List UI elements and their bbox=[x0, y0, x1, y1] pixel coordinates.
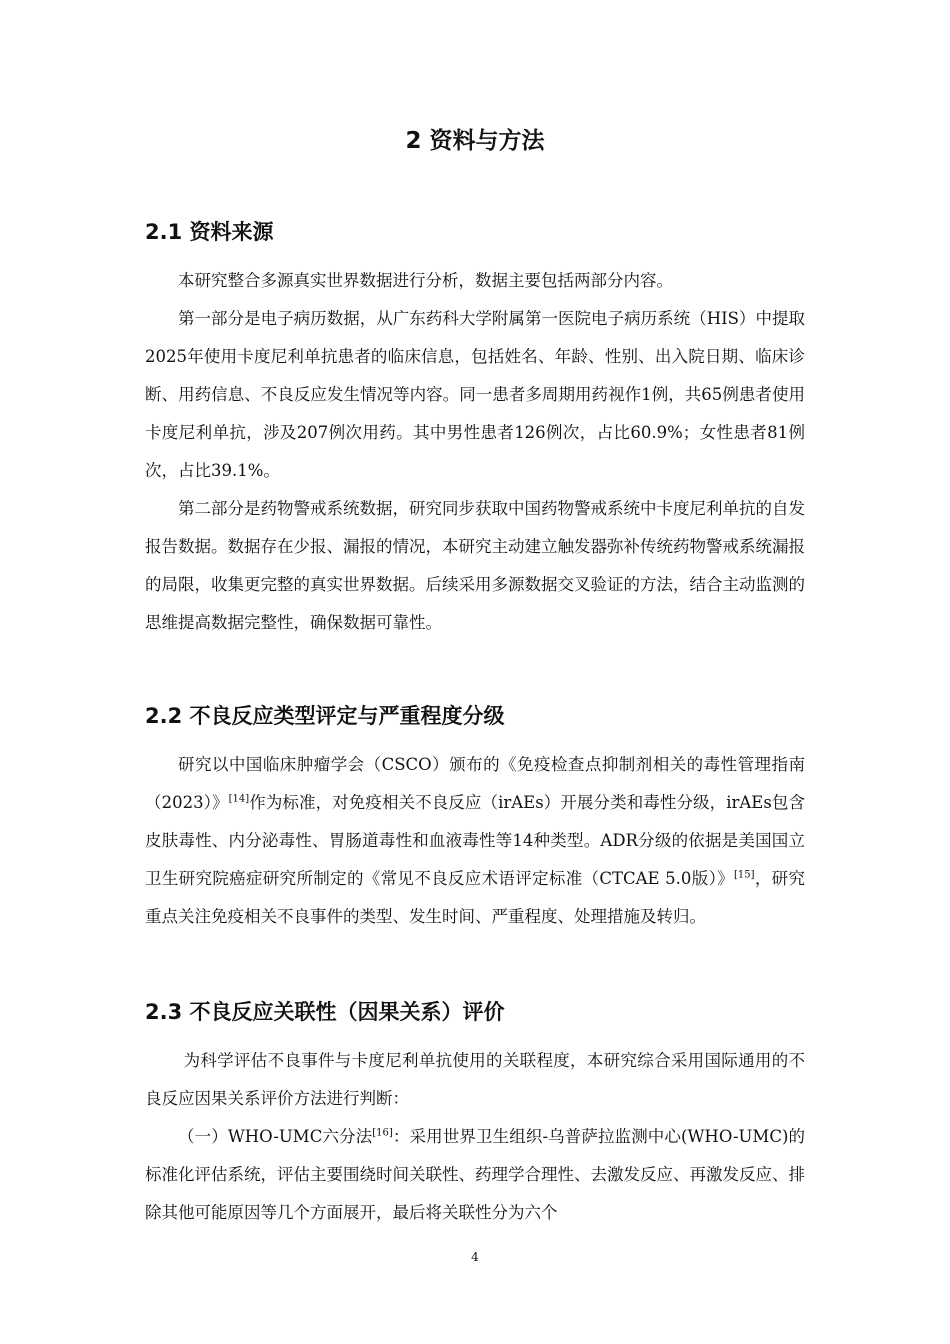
paragraph bbox=[145, 746, 805, 936]
chapter-title: 2 资料与方法 bbox=[405, 128, 545, 154]
section-heading-2-1: 2.1 资料来源 bbox=[145, 220, 274, 244]
paragraph-text: 研究以中国临床肿瘤学会（CSCO）颁布的《免疫检查点抑制剂相关的毒性管理指南（2023）》 bbox=[145, 755, 805, 812]
paragraph-text: ：采用世界卫生组织-乌普萨拉监测中心(WHO-UMC)的标准化评估系统，评估主要围绕时间关联性、药理学合理性、去激发反应、再激发反应、排除其他可能原因等几个方面展开，最后将关联性分为六个 bbox=[145, 1127, 805, 1222]
paragraph: 第二部分是药物警戒系统数据，研究同步获取中国药物警戒系统中卡度尼利单抗的自发报告数据。数据存在少报、漏报的情况，本研究主动建立触发器弥补传统药物警戒系统漏报的局限，收集更完整的真实世界数据。后续采用多源数据交叉验证的方法，结合主动监测的思维提高数据完整性，确保数据可靠性。 bbox=[145, 499, 805, 632]
paragraph bbox=[145, 1118, 805, 1232]
citation-ref: [14] bbox=[228, 793, 250, 805]
paragraph-text: 作为标准，对免疫相关不良反应（irAEs）开展分类和毒性分级，irAEs包含皮肤毒性、内分泌毒性、胃肠道毒性和血液毒性等14种类型。ADR分级的依据是美国国立卫生研究院癌症研究所制定的《常见不良反应术语评定标准（CTCAE 5.0版）》 bbox=[145, 793, 806, 888]
citation-ref: [16] bbox=[372, 1127, 393, 1139]
citation-ref: [15] bbox=[733, 869, 755, 881]
paragraph: 本研究整合多源真实世界数据进行分析，数据主要包括两部分内容。 bbox=[178, 271, 673, 290]
paragraph-text: （一）WHO-UMC六分法 bbox=[178, 1127, 373, 1146]
section-heading-2-3: 2.3 不良反应关联性（因果关系）评价 bbox=[145, 1000, 505, 1024]
paragraph-text: ，研究重点关注免疫相关不良事件的类型、发生时间、严重程度、处理措施及转归。 bbox=[145, 869, 806, 926]
paragraph: 第一部分是电子病历数据，从广东药科大学附属第一医院电子病历系统（HIS）中提取2025年使用卡度尼利单抗患者的临床信息，包括姓名、年龄、性别、出入院日期、临床诊断、用药信息、不良反应发生情况等内容。同一患者多周期用药视作1例，共65例患者使用卡度尼利单抗，涉及207例次用药。其中男性患者126例次，占比60.9%；女性患者81例次，占比39.1%。 bbox=[145, 309, 805, 480]
section-heading-2-2: 2.2 不良反应类型评定与严重程度分级 bbox=[145, 704, 505, 728]
paragraph: 为科学评估不良事件与卡度尼利单抗使用的关联程度，本研究综合采用国际通用的不良反应因果关系评价方法进行判断： bbox=[145, 1051, 806, 1108]
page-number: 4 bbox=[471, 1250, 479, 1264]
